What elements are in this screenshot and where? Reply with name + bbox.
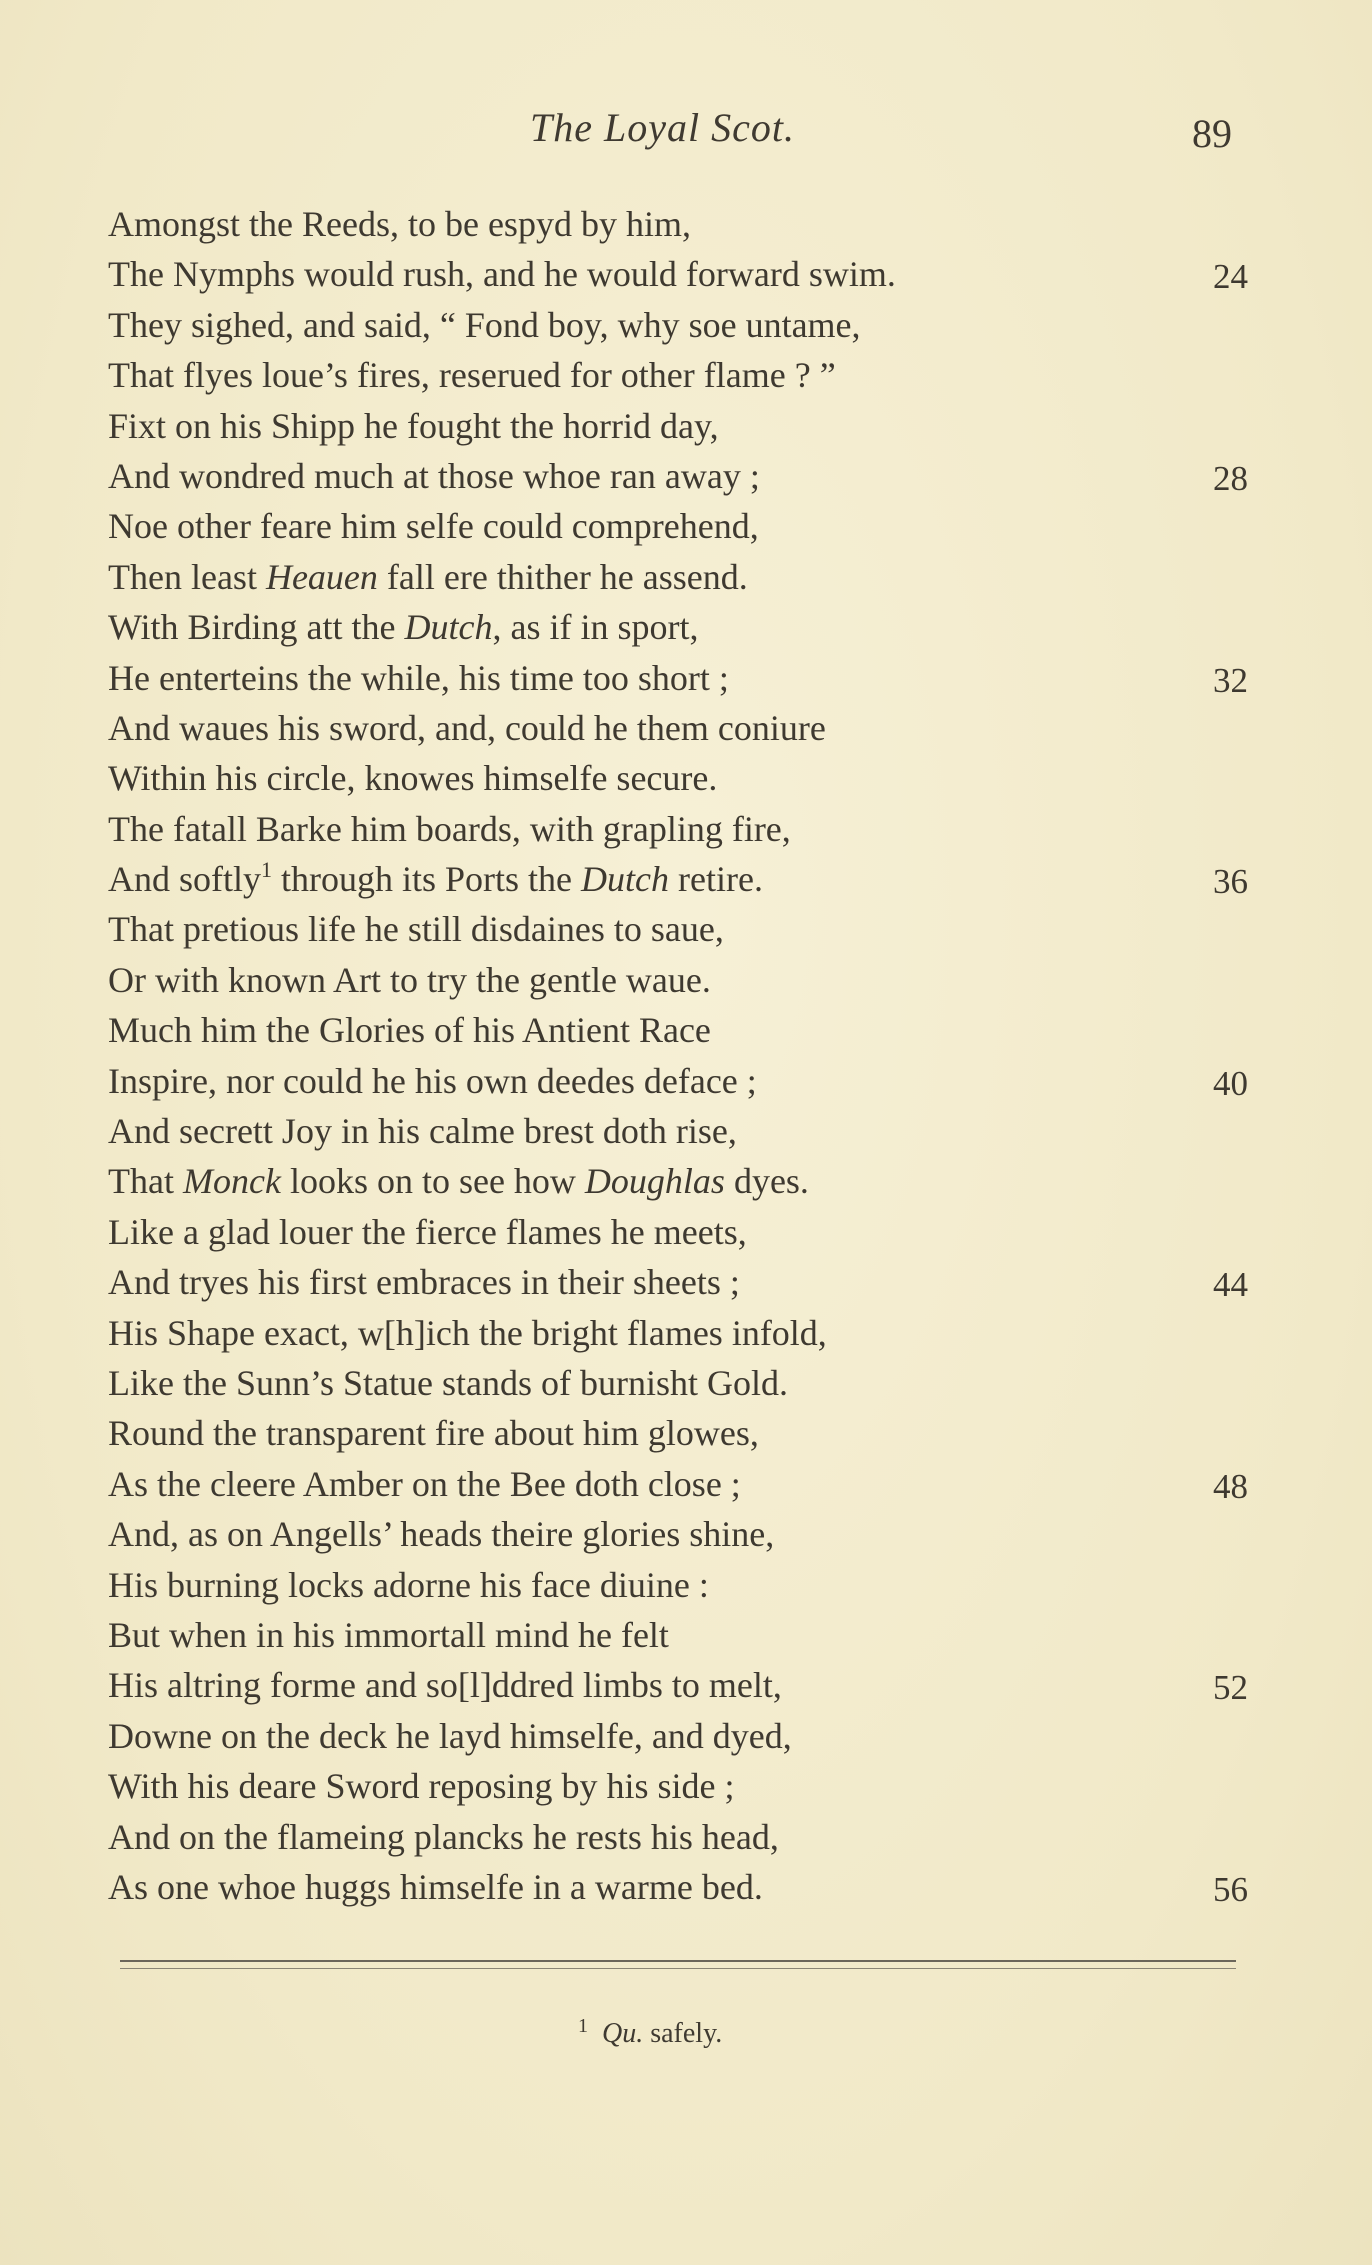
poem-line xyxy=(108,955,1248,1005)
text-segment: looks on to see how xyxy=(280,1161,585,1202)
poem-line-text xyxy=(108,607,698,647)
text-segment: dyes. xyxy=(724,1161,809,1202)
text-segment: That flyes loue’s fires, reserued for other flame ? ” xyxy=(108,355,836,396)
poem-line-text xyxy=(108,1363,788,1403)
poem-line-text xyxy=(108,1413,759,1453)
text-segment: And tryes his first embraces in their sheets ; xyxy=(108,1262,740,1303)
poem-line-text xyxy=(108,960,711,1000)
poem-line xyxy=(108,350,1248,400)
text-segment: retire. xyxy=(669,859,763,900)
poem-line xyxy=(108,1711,1248,1761)
footnote xyxy=(578,2015,723,2050)
text-segment: But when in his immortall mind he felt xyxy=(108,1614,669,1655)
line-number: 40 xyxy=(1213,1063,1248,1103)
poem-line xyxy=(108,401,1248,451)
text-segment: His burning locks adorne his face diuine : xyxy=(108,1564,709,1605)
text-segment: As the cleere Amber on the Bee doth close ; xyxy=(108,1463,741,1504)
poem-line-text xyxy=(108,355,836,395)
poem-line xyxy=(108,552,1248,602)
poem-line-text xyxy=(108,456,760,496)
text-segment: As one whoe huggs himselfe in a warme bed. xyxy=(108,1866,763,1907)
text-segment: The fatall Barke him boards, with grapling fire, xyxy=(108,808,791,849)
text-segment: Much him the Glories of his Antient Race xyxy=(108,1010,711,1051)
line-number: 44 xyxy=(1213,1265,1248,1305)
poem-line-text xyxy=(108,909,724,949)
text-segment: Like the Sunn’s Statue stands of burnisht Gold. xyxy=(108,1362,788,1403)
text-segment: Or with known Art to try the gentle waue. xyxy=(108,959,711,1000)
poem-line-text xyxy=(108,859,763,899)
poem-line-text xyxy=(108,708,826,748)
text-segment: Inspire, nor could he his own deedes deface ; xyxy=(108,1060,757,1101)
poem-line xyxy=(108,1308,1248,1358)
italic-word: Heauen xyxy=(265,556,378,597)
footnote-abbreviation: Qu. xyxy=(602,2018,644,2049)
poem-line xyxy=(108,1862,1248,1912)
poem-line xyxy=(108,1812,1248,1862)
italic-word: Dutch xyxy=(404,607,493,648)
poem-line-text xyxy=(108,1766,734,1806)
text-segment: And softly xyxy=(108,859,261,900)
poem-line xyxy=(108,1156,1248,1206)
text-segment: fall ere thither he assend. xyxy=(377,556,748,597)
poem-line xyxy=(108,1761,1248,1811)
text-segment: He enterteins the while, his time too short ; xyxy=(108,657,729,698)
poem-line-text xyxy=(108,1817,779,1857)
poem-line xyxy=(108,451,1248,501)
poem-line-text xyxy=(108,1010,711,1050)
poem-line xyxy=(108,1408,1248,1458)
footnote-marker: 1 xyxy=(578,2015,588,2037)
page-header xyxy=(0,104,1372,164)
italic-word: Dutch xyxy=(581,859,669,900)
text-segment: With his deare Sword reposing by his side ; xyxy=(108,1766,735,1807)
line-number: 32 xyxy=(1213,660,1248,700)
poem-line xyxy=(108,199,1248,249)
poem-line-text xyxy=(108,1161,809,1201)
text-segment: That xyxy=(108,1161,183,1202)
poem-line xyxy=(108,1509,1248,1559)
poem-line-text xyxy=(108,1212,747,1252)
poem-line xyxy=(108,904,1248,954)
poem-line-text xyxy=(108,658,729,698)
text-segment: Downe on the deck he layd himselfe, and dyed, xyxy=(108,1715,792,1756)
italic-word: Monck xyxy=(182,1161,281,1202)
poem-line-text xyxy=(108,1565,709,1605)
poem-line-text xyxy=(108,1262,740,1302)
poem-line-text xyxy=(108,254,896,294)
poem-line xyxy=(108,1056,1248,1106)
poem-line xyxy=(108,1106,1248,1156)
poem-line xyxy=(108,602,1248,652)
text-segment: And wondred much at those whoe ran away ; xyxy=(108,455,760,496)
poem-line-text xyxy=(108,1514,774,1554)
text-segment: Fixt on his Shipp he fought the horrid day, xyxy=(108,405,719,446)
poem-line-text xyxy=(108,204,691,244)
text-segment: And, as on Angells’ heads theire glories shine, xyxy=(108,1514,775,1555)
running-title: The Loyal Scot. xyxy=(530,105,795,150)
footnote-divider xyxy=(120,1960,1236,1962)
poem-line xyxy=(108,1610,1248,1660)
poem-line xyxy=(108,300,1248,350)
poem-line xyxy=(108,653,1248,703)
text-segment: His altring forme and so[l]ddred limbs to melt, xyxy=(108,1665,782,1706)
footnote-divider-secondary xyxy=(120,1968,1236,1969)
text-segment: And on the flameing plancks he rests his head, xyxy=(108,1816,779,1857)
text-segment: Then least xyxy=(108,556,266,597)
poem-line-text xyxy=(108,1615,669,1655)
text-segment: His Shape exact, w[h]ich the bright flames infold, xyxy=(108,1312,827,1353)
poem-line xyxy=(108,1560,1248,1610)
line-number: 36 xyxy=(1213,862,1248,902)
text-segment: Within his circle, knowes himselfe secure. xyxy=(108,758,718,799)
poem-line-text xyxy=(108,1061,757,1101)
text-segment: The Nymphs would rush, and he would forward swim. xyxy=(108,254,896,295)
poem-line-text xyxy=(108,809,791,849)
poem-line xyxy=(108,249,1248,299)
line-number: 48 xyxy=(1213,1466,1248,1506)
text-segment: Round the transparent fire about him glowes, xyxy=(108,1413,759,1454)
poem-line-text xyxy=(108,758,717,798)
poem-line-text xyxy=(108,1464,741,1504)
poem-line xyxy=(108,1005,1248,1055)
line-number: 56 xyxy=(1213,1869,1248,1909)
poem-line xyxy=(108,804,1248,854)
poem-line-text xyxy=(108,1665,782,1705)
poem-line xyxy=(108,703,1248,753)
text-segment: And waues his sword, and, could he them coniure xyxy=(108,707,826,748)
footnote-reference: 1 xyxy=(261,857,272,883)
text-segment: Amongst the Reeds, to be espyd by him, xyxy=(108,204,691,244)
text-segment: They sighed, and said, “ Fond boy, why soe untame, xyxy=(108,304,861,345)
page-number: 89 xyxy=(1192,111,1232,156)
poem-body xyxy=(108,199,1248,1912)
poem-line-text xyxy=(108,305,861,345)
poem-line xyxy=(108,854,1248,904)
footnote-text: safely. xyxy=(650,2018,723,2049)
poem-line-text xyxy=(108,1313,827,1353)
text-segment: through its Ports the xyxy=(272,859,582,900)
poem-line xyxy=(108,501,1248,551)
text-segment: That pretious life he still disdaines to saue, xyxy=(108,909,724,950)
line-number: 24 xyxy=(1213,257,1248,297)
poem-line xyxy=(108,1660,1248,1710)
poem-line-text xyxy=(108,1111,737,1151)
line-number: 28 xyxy=(1213,458,1248,498)
text-segment: , as if in sport, xyxy=(492,607,699,648)
poem-line xyxy=(108,1459,1248,1509)
poem-line xyxy=(108,753,1248,803)
poem-line-text xyxy=(108,406,719,446)
poem-line-text xyxy=(108,506,759,546)
text-segment: With Birding att the xyxy=(108,607,405,648)
poem-line xyxy=(108,1207,1248,1257)
italic-word: Doughlas xyxy=(584,1161,725,1202)
text-segment: Noe other feare him selfe could comprehend, xyxy=(108,506,759,547)
poem-line xyxy=(108,1358,1248,1408)
poem-line-text xyxy=(108,1716,792,1756)
text-segment: And secrett Joy in his calme brest doth rise, xyxy=(108,1111,737,1152)
poem-line xyxy=(108,1257,1248,1307)
text-segment: Like a glad louer the fierce flames he meets, xyxy=(108,1211,747,1252)
line-number: 52 xyxy=(1213,1668,1248,1708)
poem-line-text xyxy=(108,557,748,597)
poem-line-text xyxy=(108,1867,763,1907)
